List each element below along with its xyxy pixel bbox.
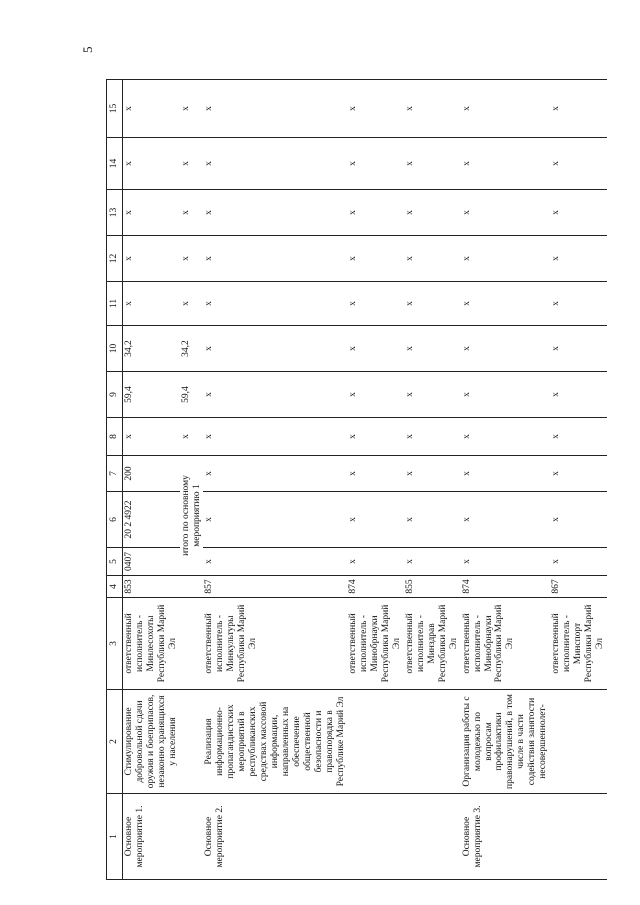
cell-c9: x [203, 372, 347, 418]
subtotal-label: итого по основному мероприятию 1 [180, 456, 204, 576]
col-header-6: 6 [107, 492, 123, 548]
col-header-13: 13 [107, 190, 123, 236]
cell-csr: x [404, 492, 461, 548]
cell-c10: x [461, 326, 550, 372]
cell-c12: x [550, 236, 607, 282]
cell-c15: x [347, 80, 404, 138]
cell-c14: x [347, 138, 404, 190]
table-row [123, 80, 180, 880]
cell-c12: x [203, 236, 347, 282]
rotated-table-container [106, 80, 605, 880]
cell-c15: x [180, 80, 204, 138]
cell-c13: x [404, 190, 461, 236]
cell-c13: x [180, 190, 204, 236]
col-header-9: 9 [107, 372, 123, 418]
cell-c15: x [461, 80, 550, 138]
cell-c10: x [404, 326, 461, 372]
cell-vr: x [550, 456, 607, 492]
page-number: 5 [80, 46, 95, 53]
col-header-12: 12 [107, 236, 123, 282]
cell-c15: x [123, 80, 180, 138]
table-row [461, 80, 550, 880]
cell-c10: x [550, 326, 607, 372]
cell-csr: x [203, 492, 347, 548]
cell-c9: x [347, 372, 404, 418]
cell-rzpr: x [404, 548, 461, 576]
cell-vr: x [404, 456, 461, 492]
cell-c9: 59,4 [180, 372, 204, 418]
col-header-11: 11 [107, 282, 123, 326]
cell-grbs: 874 [347, 576, 404, 598]
cell-vr: x [347, 456, 404, 492]
executor: ответственный исполнитель - Минобрнауки Республики Марий Эл [461, 598, 550, 690]
cell-rzpr: x [347, 548, 404, 576]
cell-c12: x [180, 236, 204, 282]
executor [180, 598, 204, 690]
cell-rzpr: x [550, 548, 607, 576]
cell-c14: x [404, 138, 461, 190]
cell-c11: x [347, 282, 404, 326]
col-header-7: 7 [107, 456, 123, 492]
table-row [347, 80, 404, 880]
cell-c9: x [550, 372, 607, 418]
event-description: Стимулирование добровольной сдачи оружия и боеприпасов, незаконно хранящихся у населения [123, 690, 180, 794]
cell-c14: x [550, 138, 607, 190]
cell-c10: 34,2 [180, 326, 204, 372]
cell-c10: x [203, 326, 347, 372]
cell-c13: x [347, 190, 404, 236]
col-header-1: 1 [107, 794, 123, 880]
cell-c15: x [203, 80, 347, 138]
table-row [550, 80, 607, 880]
executor: ответственный исполнитель - Минобрнауки Республики Марий Эл [347, 598, 404, 690]
table-row [203, 80, 347, 880]
table-row-subtotal [180, 80, 204, 880]
cell-grbs [180, 576, 204, 598]
col-header-8: 8 [107, 418, 123, 456]
event-name [180, 794, 204, 880]
col-header-4: 4 [107, 576, 123, 598]
cell-c8: x [550, 418, 607, 456]
cell-c11: x [203, 282, 347, 326]
event-description: Реализация информационно-пропагандистских мероприятий в республиканских средствах массовой информации, направленных на обеспечение общественной безопасности и правопорядка в Республике Марий Эл [203, 690, 347, 794]
event-description [180, 690, 204, 794]
cell-c8: x [461, 418, 550, 456]
cell-csr: 20 2 4922 [123, 492, 180, 548]
cell-vr: 200 [123, 456, 180, 492]
cell-c12: x [461, 236, 550, 282]
cell-vr: x [461, 456, 550, 492]
cell-c11: x [123, 282, 180, 326]
col-header-10: 10 [107, 326, 123, 372]
cell-c13: x [203, 190, 347, 236]
cell-c12: x [404, 236, 461, 282]
cell-vr: x [203, 456, 347, 492]
cell-c13: x [123, 190, 180, 236]
cell-grbs: 857 [203, 576, 347, 598]
event-name: Основное мероприятие 3. [461, 794, 550, 880]
cell-rzpr: 0407 [123, 548, 180, 576]
cell-c12: x [347, 236, 404, 282]
cell-c15: x [404, 80, 461, 138]
cell-c9: 59,4 [123, 372, 180, 418]
cell-rzpr: x [461, 548, 550, 576]
program-table [106, 79, 607, 880]
cell-grbs: 855 [404, 576, 461, 598]
executor: ответственный исполнитель - Минспорт Республики Марий Эл [550, 598, 607, 690]
cell-c10: 34,2 [123, 326, 180, 372]
col-header-2: 2 [107, 690, 123, 794]
event-description: Организация работы с молодежью по вопросам профилактики правонарушений, в том числе в части содействия занятости несовершеннолет- [461, 690, 550, 794]
table-row [404, 80, 461, 880]
cell-c8: x [347, 418, 404, 456]
cell-c13: x [461, 190, 550, 236]
executor: ответственный исполнитель - Минздрав Республики Марий Эл [404, 598, 461, 690]
event-name: Основное мероприятие 1. [123, 794, 180, 880]
cell-c8: x [180, 418, 204, 456]
cell-c11: x [180, 282, 204, 326]
cell-c11: x [404, 282, 461, 326]
cell-c9: x [461, 372, 550, 418]
cell-grbs: 867 [550, 576, 607, 598]
cell-rzpr: x [203, 548, 347, 576]
col-header-5: 5 [107, 548, 123, 576]
cell-c13: x [550, 190, 607, 236]
col-header-14: 14 [107, 138, 123, 190]
col-header-15: 15 [107, 80, 123, 138]
cell-c15: x [550, 80, 607, 138]
event-name [404, 794, 461, 880]
event-description [550, 690, 607, 794]
cell-c9: x [404, 372, 461, 418]
executor: ответственный исполнитель - Минкультуры Республики Марий Эл [203, 598, 347, 690]
header-row [107, 80, 123, 880]
cell-c8: x [404, 418, 461, 456]
cell-c12: x [123, 236, 180, 282]
event-name: Основное мероприятие 2. [203, 794, 347, 880]
cell-c8: x [123, 418, 180, 456]
col-header-3: 3 [107, 598, 123, 690]
event-name [347, 794, 404, 880]
cell-c10: x [347, 326, 404, 372]
event-description [347, 690, 404, 794]
event-description [404, 690, 461, 794]
cell-c8: x [203, 418, 347, 456]
cell-grbs: 874 [461, 576, 550, 598]
cell-c14: x [461, 138, 550, 190]
cell-grbs: 853 [123, 576, 180, 598]
cell-c14: x [123, 138, 180, 190]
cell-csr: x [347, 492, 404, 548]
cell-csr: x [550, 492, 607, 548]
cell-c14: x [203, 138, 347, 190]
executor: ответственный исполнитель - Минлесохоты Республики Марий Эл [123, 598, 180, 690]
cell-c11: x [550, 282, 607, 326]
cell-csr: x [461, 492, 550, 548]
cell-c14: x [180, 138, 204, 190]
cell-c11: x [461, 282, 550, 326]
event-name [550, 794, 607, 880]
